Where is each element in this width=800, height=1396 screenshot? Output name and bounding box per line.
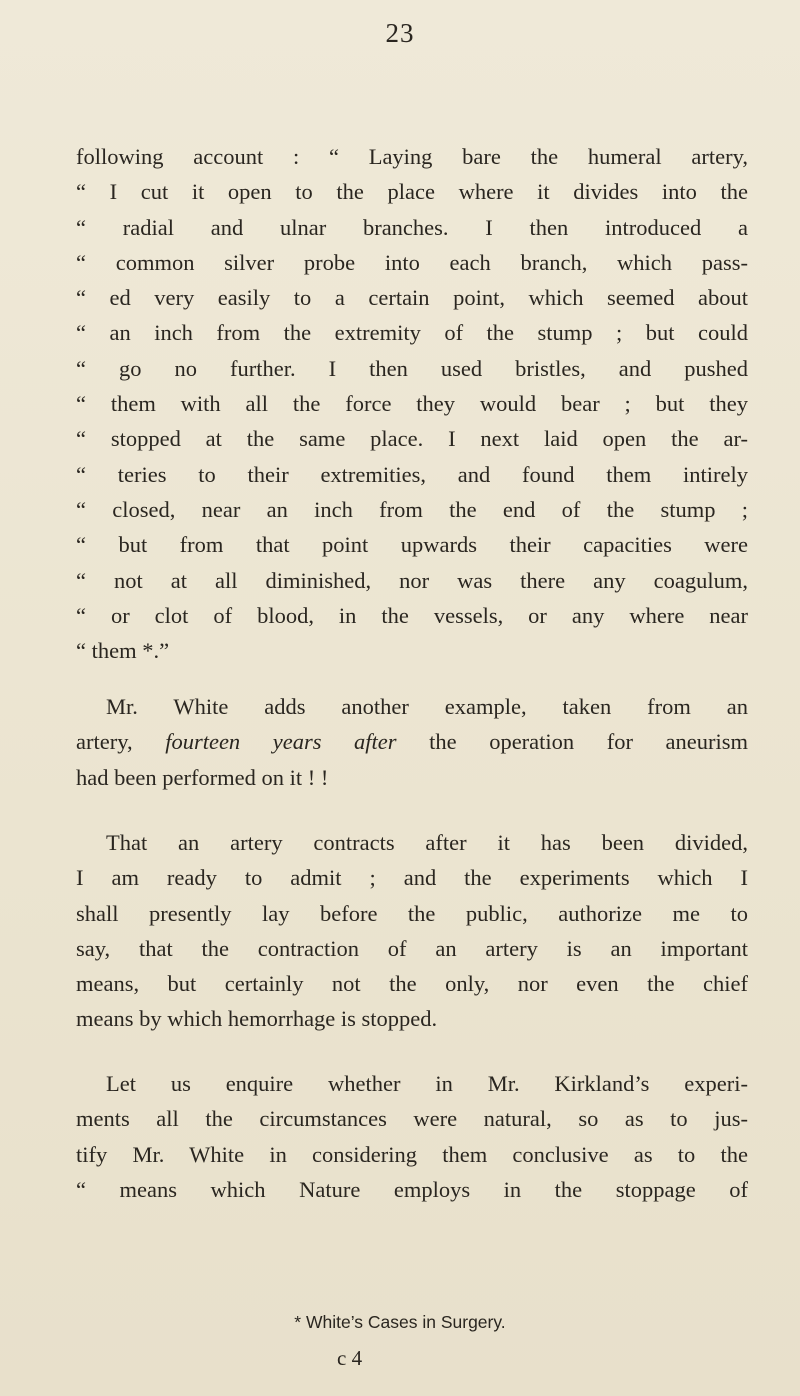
text-line: I am ready to admit ; and the experiments which I bbox=[76, 865, 748, 891]
text-line: “ common silver probe into each branch, which pass- bbox=[76, 249, 748, 275]
signature-mark: c 4 bbox=[337, 1346, 363, 1370]
text-line: “ go no further. I then used bristles, and pushed bbox=[76, 355, 748, 381]
text-line: following account : “ Laying bare the humeral artery, bbox=[76, 144, 748, 169]
text-line: “ stopped at the same place. I next laid open the ar- bbox=[76, 426, 748, 452]
text-line: “ means which Nature employs in the stoppage of bbox=[76, 1176, 748, 1202]
footnote: * White’s Cases in Surgery. bbox=[294, 1312, 506, 1332]
text-line: “ an inch from the extremity of the stump ; but could bbox=[76, 320, 748, 346]
text-line: “ but from that point upwards their capacities were bbox=[76, 532, 748, 558]
text-line: “ teries to their extremities, and found them intirely bbox=[76, 461, 748, 487]
text-line: tify Mr. White in considering them conclusive as to the bbox=[76, 1141, 748, 1167]
text-line: “ ed very easily to a certain point, which seemed about bbox=[76, 285, 748, 311]
paragraph-white-example bbox=[76, 689, 748, 795]
text-line: “ I cut it open to the place where it divides into the bbox=[76, 179, 748, 205]
page-number: 23 bbox=[385, 18, 415, 48]
text-line: “ or clot of blood, in the vessels, or any where near bbox=[76, 602, 748, 628]
text-line: “ radial and ulnar branches. I then introduced a bbox=[76, 214, 748, 240]
text-line: ments all the circumstances were natural, so as to jus- bbox=[76, 1106, 748, 1132]
paragraph-artery-contracts bbox=[76, 825, 748, 1037]
text-line: shall presently lay before the public, authorize me to bbox=[76, 900, 748, 926]
text-line: means, but certainly not the only, nor even the chief bbox=[76, 971, 748, 997]
paragraph-kirkland-experiments bbox=[76, 1066, 748, 1207]
quotation-paragraph bbox=[76, 139, 748, 668]
text-segment: the operation for aneurism bbox=[396, 729, 749, 755]
text-line: That an artery contracts after it has been divided, bbox=[106, 830, 748, 855]
text-line: Let us enquire whether in Mr. Kirkland’s experi- bbox=[106, 1071, 748, 1096]
text-line: “ not at all diminished, nor was there any coagulum, bbox=[76, 567, 748, 593]
text-line: means by which hemorrhage is stopped. bbox=[76, 1006, 438, 1032]
text-line: Mr. White adds another example, taken from an bbox=[106, 694, 748, 719]
text-line: say, that the contraction of an artery is an important bbox=[76, 935, 748, 961]
text-line bbox=[76, 724, 748, 759]
text-line: “ closed, near an inch from the end of the stump ; bbox=[76, 496, 748, 522]
text-line: “ them *.” bbox=[76, 638, 170, 664]
text-line: had been performed on it ! ! bbox=[76, 764, 329, 790]
text-line: “ them with all the force they would bear ; but they bbox=[76, 391, 748, 417]
text-segment: artery, bbox=[76, 729, 166, 755]
emphasis-text: fourteen years after bbox=[165, 729, 397, 755]
